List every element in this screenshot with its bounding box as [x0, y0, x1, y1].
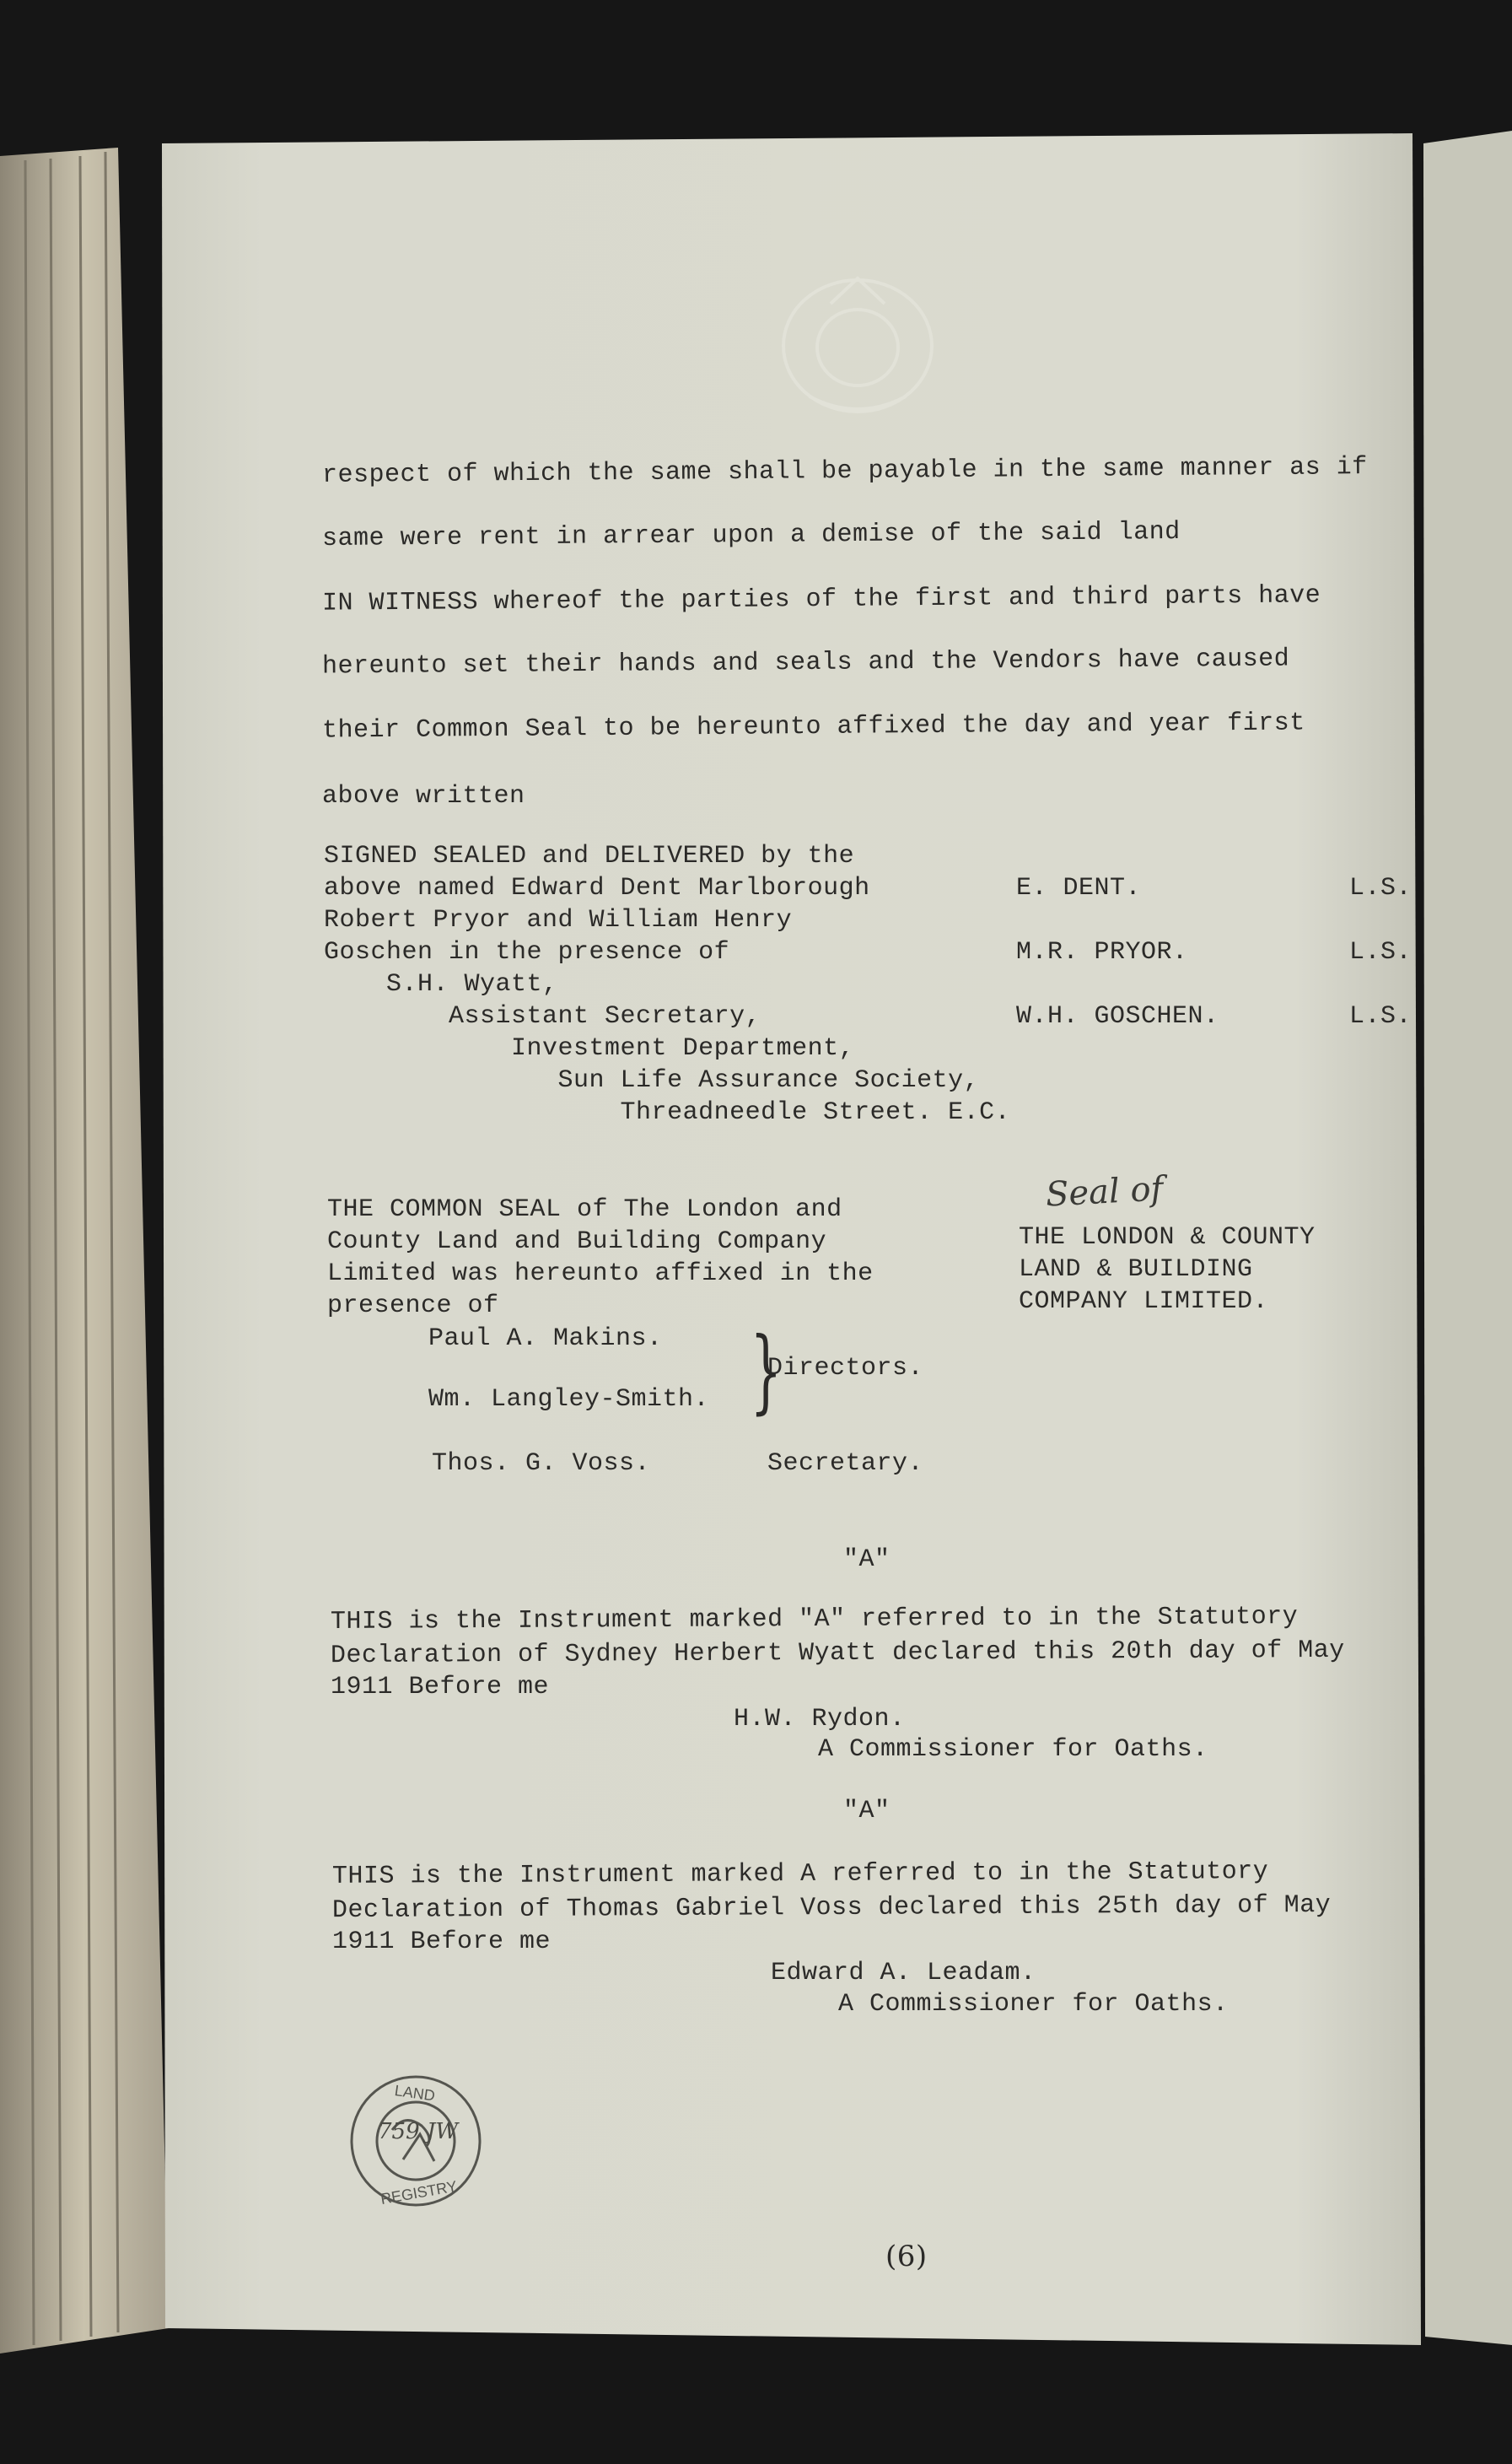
attestation-line: Threadneedle Street. E.C.: [324, 1098, 1011, 1127]
common-seal-line: Limited was hereunto affixed in the: [327, 1259, 874, 1288]
company-line: THE LONDON & COUNTY: [1019, 1223, 1316, 1252]
company-line: COMPANY LIMITED.: [1019, 1287, 1269, 1316]
marker: "A": [843, 1797, 891, 1825]
attestation-line: SIGNED SEALED and DELIVERED by the: [324, 842, 855, 871]
signatory-seal: L.S.: [1349, 938, 1412, 967]
body-line: IN WITNESS whereof the parties of the first and third parts have: [321, 581, 1321, 618]
director-name: Paul A. Makins.: [428, 1324, 663, 1353]
commissioner-title: A Commissioner for Oaths.: [818, 1735, 1208, 1764]
attestation-line: Robert Pryor and William Henry: [324, 906, 793, 935]
right-page-edge: [1423, 131, 1512, 2345]
declaration-line: 1911 Before me: [332, 1928, 552, 1956]
marker: "A": [843, 1545, 891, 1574]
stamp-initials: 759 JW: [378, 2119, 459, 2144]
body-line: their Common Seal to be hereunto affixed the day and year first: [321, 709, 1305, 746]
body-line: above written: [322, 782, 525, 811]
declaration-line: Declaration of Sydney Herbert Wyatt declared this 20th day of May: [330, 1636, 1345, 1671]
brace-glyph: }: [750, 1318, 783, 1424]
signatory-name: W.H. GOSCHEN.: [1016, 1002, 1219, 1031]
attestation-line: S.H. Wyatt,: [324, 970, 558, 999]
director-name: Wm. Langley-Smith.: [428, 1385, 710, 1414]
declaration-line: THIS is the Instrument marked "A" referred to in the Statutory: [330, 1602, 1299, 1637]
body-line: hereunto set their hands and seals and the Vendors have caused: [321, 644, 1290, 682]
body-line: same were rent in arrear upon a demise of the said land: [321, 518, 1181, 553]
signatory-name: E. DENT.: [1016, 874, 1142, 903]
commissioner-title: A Commissioner for Oaths.: [838, 1990, 1229, 2019]
attestation-line: Assistant Secretary,: [324, 1002, 761, 1031]
directors-label: Directors.: [767, 1354, 924, 1383]
company-line: LAND & BUILDING: [1019, 1255, 1253, 1284]
seal-handwritten: Seal of: [1044, 1169, 1165, 1215]
attestation-line: Goschen in the presence of: [324, 938, 730, 967]
attestation-line: above named Edward Dent Marlborough: [324, 874, 870, 903]
commissioner-name: H.W. Rydon.: [734, 1705, 906, 1733]
declaration-line: Declaration of Thomas Gabriel Voss declared this 25th day of May: [331, 1890, 1332, 1926]
secretary-name: Thos. G. Voss.: [432, 1449, 651, 1478]
common-seal-line: County Land and Building Company: [327, 1227, 827, 1256]
body-line: respect of which the same shall be payable in the same manner as if: [321, 453, 1368, 490]
declaration-line: THIS is the Instrument marked A referred to in the Statutory: [331, 1857, 1269, 1891]
declaration-line: 1911 Before me: [331, 1673, 550, 1701]
signatory-seal: L.S.: [1349, 1002, 1412, 1031]
attestation-line: Sun Life Assurance Society,: [324, 1066, 980, 1095]
secretary-label: Secretary.: [767, 1449, 924, 1478]
common-seal-line: presence of: [327, 1291, 499, 1320]
stamp-top-text: LAND: [393, 2082, 437, 2105]
common-seal-line: THE COMMON SEAL of The London and: [327, 1195, 842, 1224]
page-number: (6): [885, 2240, 928, 2273]
stamp-bottom-text: REGISTRY: [379, 2177, 459, 2208]
attestation-line: Investment Department,: [324, 1034, 855, 1063]
commissioner-name: Edward A. Leadam.: [771, 1959, 1036, 1987]
signatory-seal: L.S.: [1349, 874, 1412, 903]
signatory-name: M.R. PRYOR.: [1016, 938, 1188, 967]
